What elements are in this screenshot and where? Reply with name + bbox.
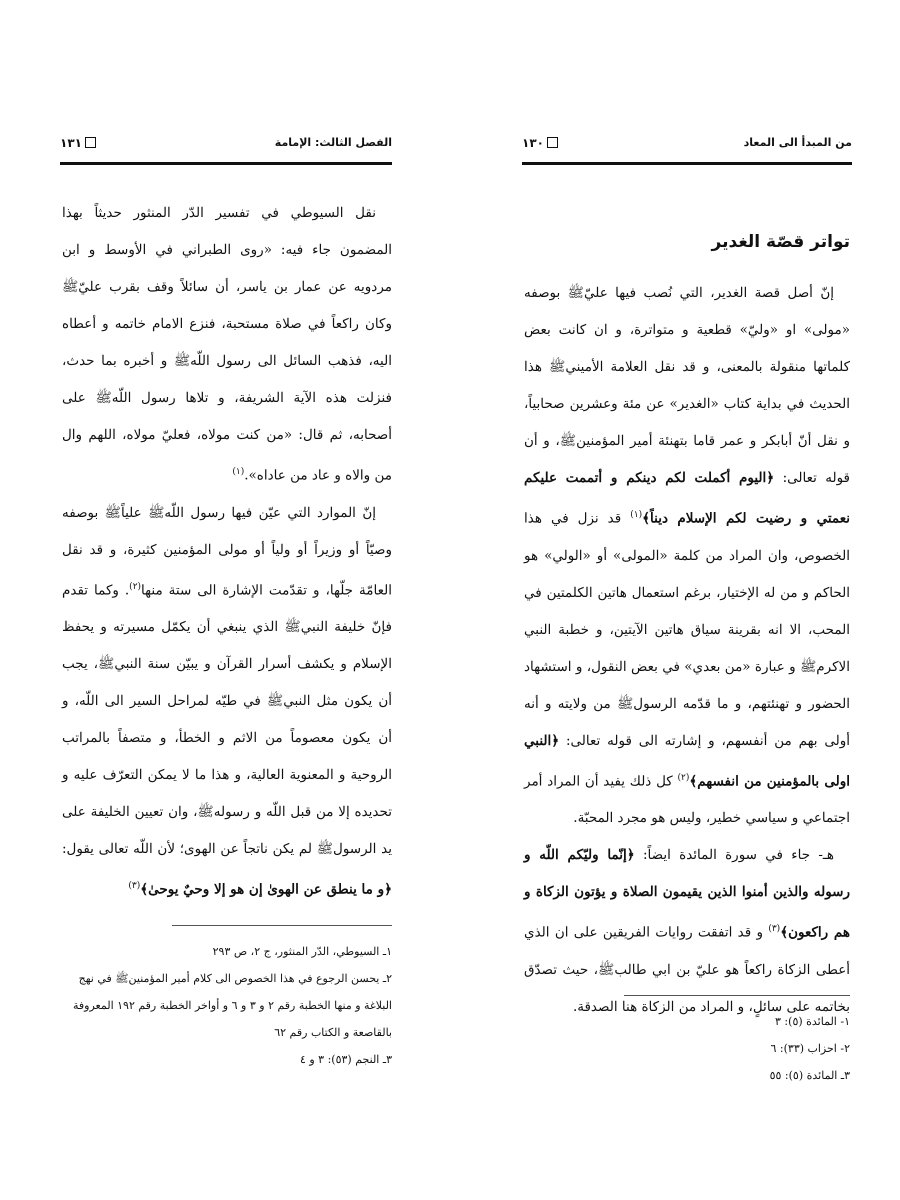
footnote: ١ـ السيوطي، الدّر المنثور، ج ٢، ص ٢٩٣ [212, 945, 392, 958]
footnote: ٣ـ المائدة (٥): ٥٥ [769, 1069, 850, 1082]
section-title: تواتر قصّة الغدير [711, 232, 850, 252]
footnote: ٣ـ النجم (٥٣): ٣ و ٤ [299, 1053, 392, 1066]
header-rule [60, 162, 392, 165]
quran-verse: ﴿و ما ينطق عن الهوىٰ إن هو إلا وحيٌ يوحىٰ﴾ [140, 881, 392, 898]
footnote-ref[interactable]: (٣) [128, 881, 141, 891]
footnote-ref[interactable]: (٢) [129, 581, 142, 592]
quran-verse: ﴿النبي اولى بالمؤمنين من انفسهم﴾ [524, 732, 850, 789]
page-header [522, 136, 852, 156]
footnote-ref[interactable]: (٢) [677, 772, 690, 783]
footnote: ٢ـ يحسن الرجوع في هذا الخصوص الى كلام أمير المؤمنين‌ﷺ في نهج البلاغة و منها الخطبة رقم ٢ و ٣ و ٦ و أواخر الخطبة رقم ١٩٢ المعروفة بالقاصعة و الكتاب رقم ٦٢ [73, 972, 392, 1039]
body-text [524, 275, 850, 1026]
chapter-title: من المبدأ الى المعاد [743, 136, 852, 149]
paragraph: إنّ أصل قصة الغدير، التي نُصب فيها عليّ‌ﷺ بوصفه «مولى» او «وليّ» قطعية و متواترة، و ان كانت بعض كلماتها منقولة بالمعنى، و قد نقل العلامة الأميني‌ﷺ هذا الحديث في بداية كتاب «الغدير» عن مئة وعشرين صحابياً، و نقل أنّ أبابكر و عمر قاما بتهنئة أمير المؤمنين‌ﷺ، و أن قوله تعالى: ﴿اليوم أكملت لكم دينكم و أتممت عليكم نعمتي و رضيت لكم الإسلام ديناً﴾$^{(١)}$ قد نزل في هذا الخصوص، وان المراد من كلمة «المولى» أو «الولي» هو الحاكم و من له الإختيار، برغم استعمال هاتين الكلمتين في المحب، الا انه بقرينة سياق هاتين الآيتين، و خطبة النبي الاكرم‌ﷺ و عبارة «من بعدي» في بعض النقول، و استشهاد الحضور و تهنئتهم، و ما قدّمه الرسول‌ﷺ من ولايته و أنه أولى بهم من أنفسهم، و إشارته الى قوله تعالى: ﴿النبي اولى بالمؤمنين من انفسهم﴾$^{(٢)}$ كل ذلك يفيد أن المراد أمر اجتماعي و سياسي خطير، وليس هو مجرد المحبّة. [524, 285, 850, 826]
footnote-divider [624, 995, 850, 996]
footnote-ref[interactable]: (١) [630, 510, 643, 520]
page-header [60, 136, 392, 156]
footnote-ref[interactable]: (١) [232, 467, 245, 477]
paragraph: نقل السيوطي في تفسير الدّر المنثور حديثاً بهذا المضمون جاء فيه: «روى الطبراني في الأوسط و ابن مردويه عن عمار بن ياسر، أن سائلاً وقف بقرب عليّ‌ﷺ وكان راكعاً في صلاة مستحبة، فنزع الامام خاتمه و أعطاه اليه، فذهب السائل الى رسول اللّه‌ﷺ و أخبره بما حدث، فنزلت هذه الآية الشريفة، و تلاها رسول اللّه‌ﷺ على أصحابه، ثم قال: «من كنت مولاه، فعليّ مولاه، اللهم وال من والاه و عاد من عاداه».$^{(١)}$ [62, 205, 392, 484]
footnotes [62, 938, 392, 1073]
footnotes [624, 1008, 850, 1089]
chapter-title: الفصل الثالث: الإمامة [274, 136, 392, 149]
page-number: ١٣٠ [522, 136, 558, 150]
right-page [450, 0, 900, 1200]
header-rule [522, 162, 852, 165]
footnote: ١- المائدة (٥): ٣ [775, 1015, 850, 1028]
footnote-divider [172, 925, 392, 926]
quran-verse: ﴿إنّما وليّكم اللّه و رسوله والذين أمنوا الذين يقيمون الصلاة و يؤتون الزكاة و هم راكعون﴾ [524, 847, 851, 941]
paragraph: إنّ الموارد التي عيّن فيها رسول اللّه‌ﷺ علياً‌ﷺ بوصفه وصيّاً أو وزيراً أو ولياً أو مولى المؤمنين كثيرة، و قد نقل العامّة جلّها، و تقدّمت الإشارة الى ستة منها$^{(٢)}$. وكما تقدم فإنّ خليفة النبي‌ﷺ الذي ينبغي أن يكمّل مسيرته و يحفظ الإسلام و يكشف أسرار القرآن و يبيّن سنة النبي‌ﷺ، يجب أن يكون مثل النبي‌ﷺ في طيّه لمراحل السير الى اللّه، و أن يكون معصوماً من الاثم و الخطأ، و متصفاً بالمراتب الروحية و المعنوية العالية، و هذا ما لا يمكن التعرّف عليه و تحديده إلا من قبل اللّه و رسوله‌ﷺ، وان تعيين الخليفة على يد الرسول‌ﷺ لم يكن ناتجاً عن الهوى؛ لأن اللّه تعالى يقول: ﴿و ما ينطق عن الهوىٰ إن هو إلا وحيٌ يوحىٰ﴾$^{(٣)}$ [62, 504, 392, 898]
paragraph: هـ- جاء في سورة المائدة ايضاً: ﴿إنّما وليّكم اللّه و رسوله والذين أمنوا الذين يقيمون الصلاة و يؤتون الزكاة و هم راكعون﴾$^{(٣)}$ و قد اتفقت روايات الفريقين على ان الذي أعطى الزكاة راكعاً هو عليّ بن ابي طالب‌ﷺ، حيث تصدّق بخاتمه على سائلٍ، و المراد من الزكاة هنا الصدقة. [524, 847, 851, 1015]
box-icon [547, 137, 558, 148]
body-text [62, 195, 392, 909]
page-number: ١٣١ [60, 136, 96, 150]
box-icon [85, 137, 96, 148]
footnote-ref[interactable]: (٣) [768, 924, 781, 934]
quran-verse: ﴿اليوم أكملت لكم دينكم و أتممت عليكم نعمتي و رضيت لكم الإسلام ديناً﴾ [524, 470, 850, 527]
footnote: ٢- احزاب (٣٣): ٦ [770, 1042, 850, 1055]
